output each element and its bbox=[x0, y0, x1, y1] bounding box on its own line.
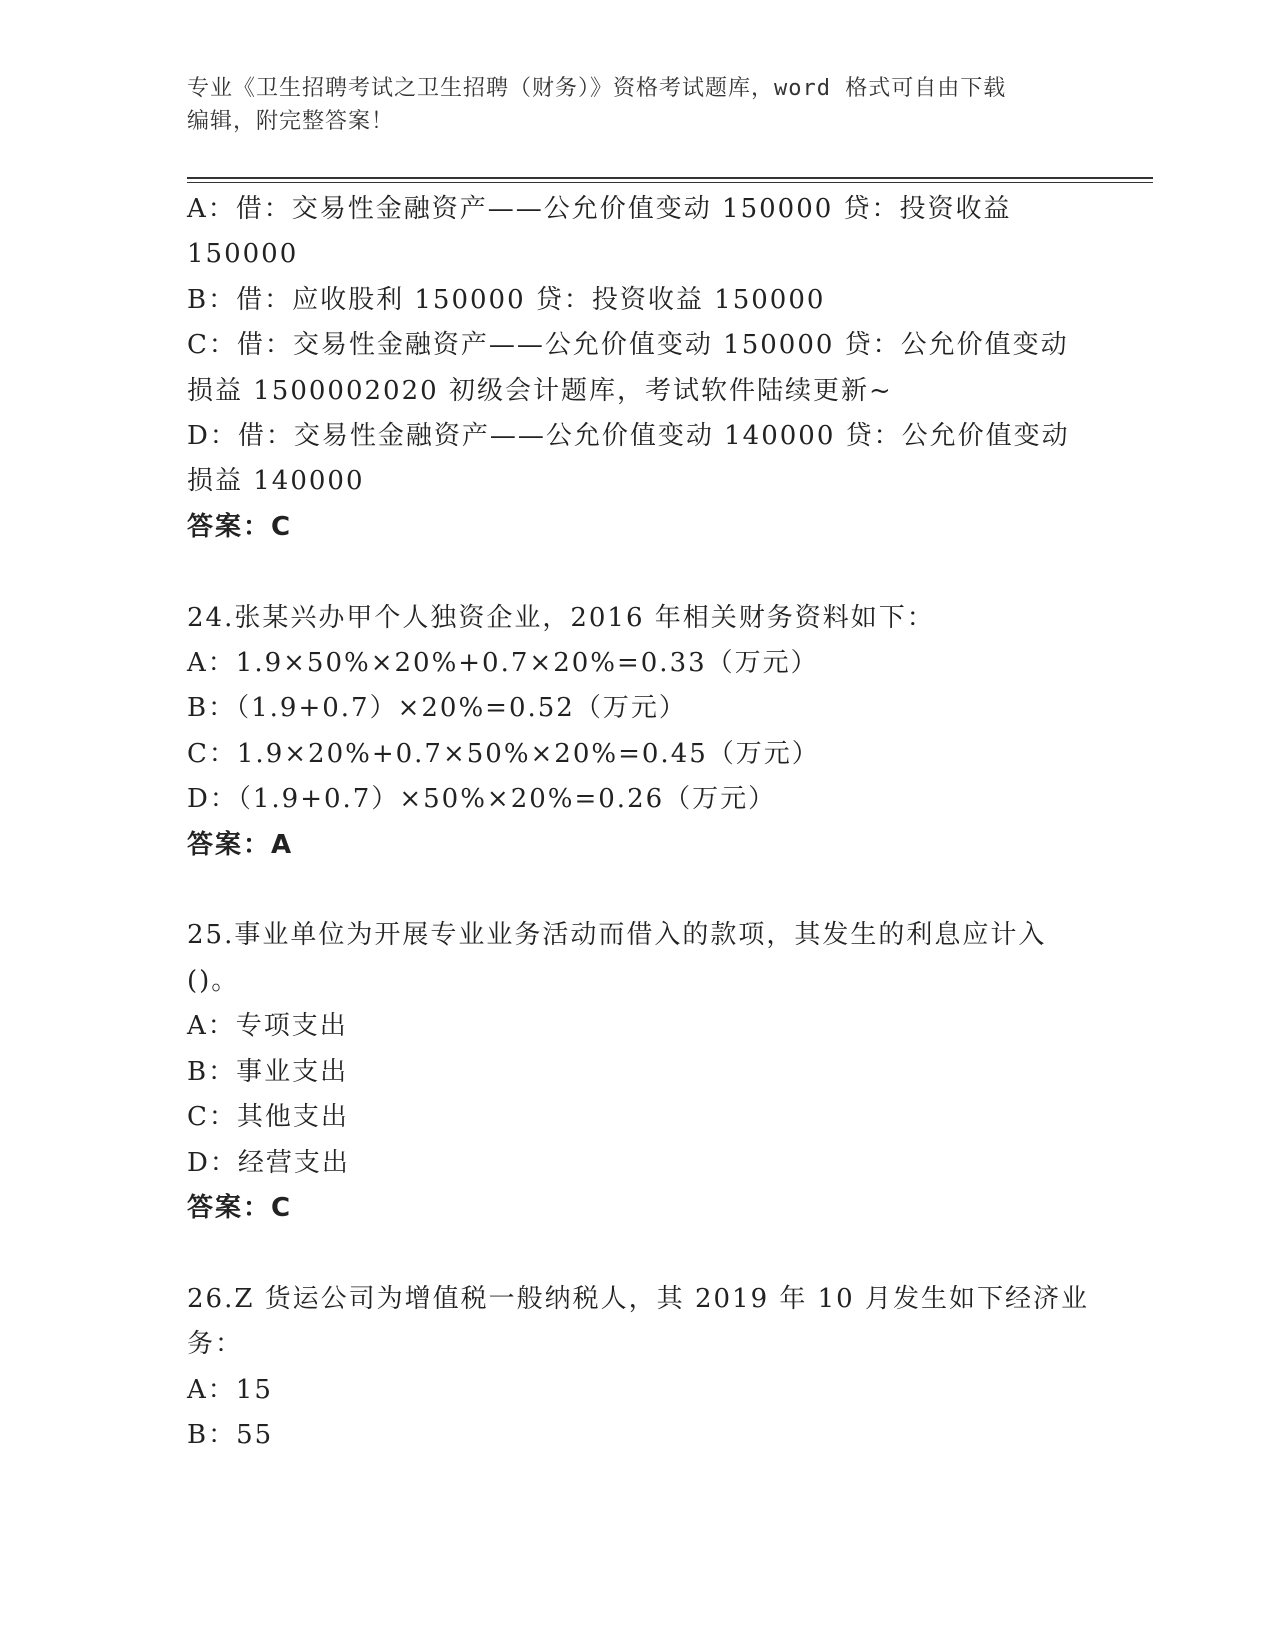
option-c: C：1.9×20%+0.7×50%×20%=0.45（万元） bbox=[187, 738, 820, 769]
question-block-25 bbox=[187, 913, 1087, 1231]
answer-line: 答案：A bbox=[187, 829, 294, 860]
spacer bbox=[187, 868, 1087, 913]
option-c-continued: 损益 1500002020 初级会计题库，考试软件陆续更新~ bbox=[187, 375, 893, 406]
option-b: B：（1.9+0.7）×20%=0.52（万元） bbox=[187, 693, 687, 724]
option-d: D：借：交易性金融资产——公允价值变动 140000 贷：公允价值变动 bbox=[187, 421, 1070, 452]
option-a: A：15 bbox=[187, 1374, 273, 1405]
option-b: B：借：应收股利 150000 贷：投资收益 150000 bbox=[187, 284, 826, 315]
option-b: B：55 bbox=[187, 1419, 274, 1450]
question-block-26 bbox=[187, 1277, 1087, 1459]
header-line-1: 专业《卫生招聘考试之卫生招聘（财务）》资格考试题库，word 格式可自由下载 bbox=[187, 76, 1007, 101]
answer-line: 答案：C bbox=[187, 1192, 293, 1223]
spacer bbox=[187, 550, 1087, 595]
option-a: A：借：交易性金融资产——公允价值变动 150000 贷：投资收益 bbox=[187, 194, 1012, 224]
option-d: D：（1.9+0.7）×50%×20%=0.26（万元） bbox=[187, 784, 777, 815]
question-stem-continued: 务： bbox=[187, 1329, 244, 1360]
option-d-continued: 损益 140000 bbox=[187, 466, 365, 497]
spacer bbox=[187, 1231, 1087, 1276]
option-b: B：事业支出 bbox=[187, 1056, 349, 1087]
option-a: A：1.9×50%×20%+0.7×20%=0.33（万元） bbox=[187, 648, 819, 679]
question-block-24 bbox=[187, 596, 1087, 868]
question-stem: 24.张某兴办甲个人独资企业，2016 年相关财务资料如下： bbox=[187, 602, 935, 633]
header-rule-thin bbox=[187, 182, 1153, 183]
option-c: C：借：交易性金融资产——公允价值变动 150000 贷：公允价值变动 bbox=[187, 330, 1069, 361]
option-a: A：专项支出 bbox=[187, 1011, 348, 1042]
answer-line: 答案：C bbox=[187, 511, 293, 542]
header-line-2: 编辑，附完整答案！ bbox=[187, 109, 395, 134]
question-stem-continued: ()。 bbox=[187, 965, 240, 996]
option-a-continued: 150000 bbox=[187, 239, 299, 270]
question-stem: 26.Z 货运公司为增值税一般纳税人，其 2019 年 10 月发生如下经济业 bbox=[187, 1283, 1089, 1314]
option-d: D：经营支出 bbox=[187, 1147, 350, 1178]
document-header bbox=[187, 72, 1067, 138]
option-c: C：其他支出 bbox=[187, 1102, 349, 1133]
header-rule-thick bbox=[187, 177, 1153, 179]
question-block-23 bbox=[187, 187, 1087, 550]
question-stem: 25.事业单位为开展专业业务活动而借入的款项，其发生的利息应计入 bbox=[187, 920, 1047, 951]
question-content bbox=[187, 187, 1087, 1458]
